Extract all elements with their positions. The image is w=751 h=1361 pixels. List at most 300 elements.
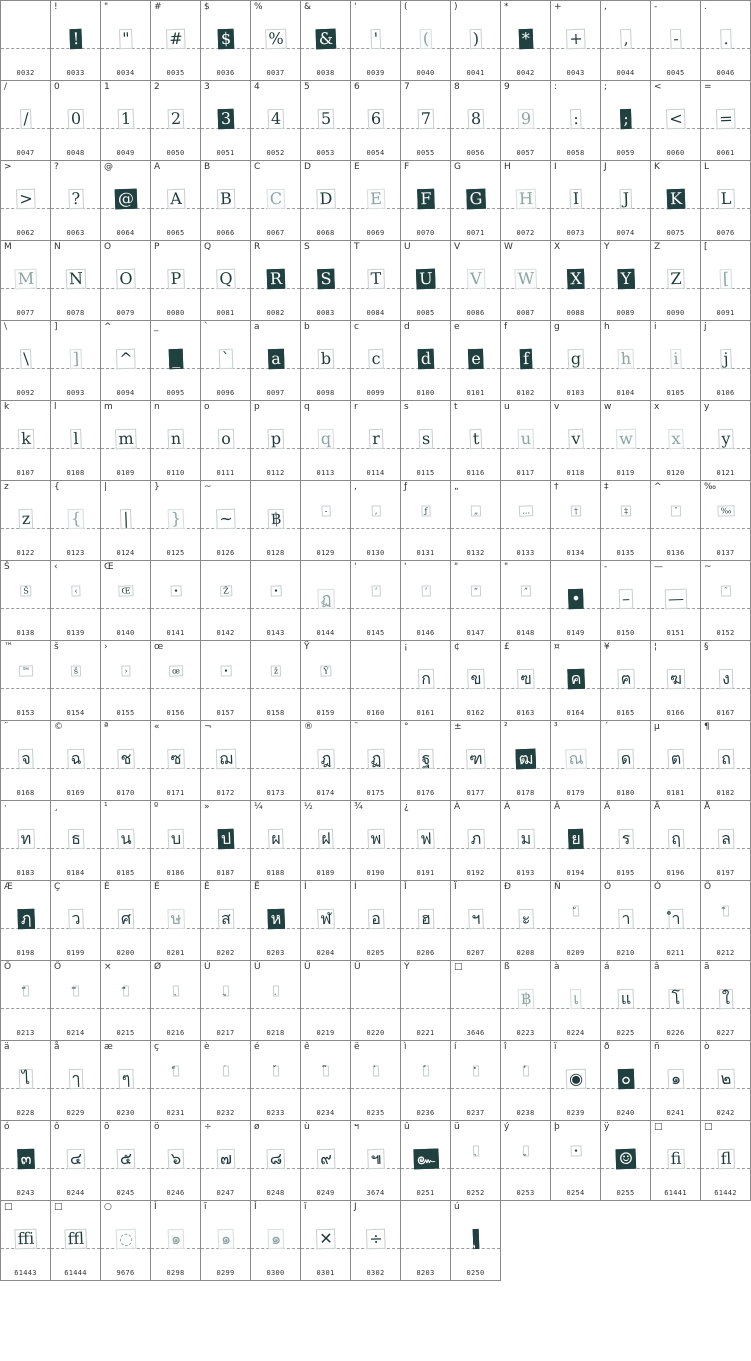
glyph-cell (101, 481, 151, 561)
glyph-cell (601, 481, 651, 561)
glyph-cell (251, 881, 301, 961)
glyph-cell (401, 721, 451, 801)
glyph-sample: i (670, 349, 682, 369)
code-point-label: 0110 (166, 469, 185, 477)
glyph-cell (501, 81, 551, 161)
glyph-cell (651, 561, 701, 641)
code-point-label: 0133 (516, 549, 535, 557)
code-point-label: 0213 (16, 1029, 35, 1037)
glyph-cell (151, 801, 201, 881)
baseline-guide (501, 608, 550, 609)
glyph-sample: Œ (118, 585, 133, 597)
glyph-sample: = (715, 109, 735, 130)
glyph-cell (1, 1041, 51, 1121)
glyph-sample: ฏ (367, 749, 384, 770)
character-label: G (454, 162, 461, 172)
glyph-cell (51, 801, 101, 881)
code-point-label: 0076 (716, 229, 735, 237)
glyph-sample: ฒ (515, 749, 536, 770)
glyph-sample: R (266, 269, 285, 290)
code-point-label: 0106 (716, 389, 735, 397)
glyph-cell (51, 1, 101, 81)
baseline-guide (451, 528, 500, 529)
glyph-cell (201, 401, 251, 481)
glyph-cell (551, 321, 601, 401)
glyph-sample: S (317, 269, 335, 290)
glyph-cell (101, 321, 151, 401)
character-label: Ÿ (304, 642, 310, 652)
glyph-cell (551, 1121, 601, 1201)
code-point-label: 0071 (466, 229, 485, 237)
glyph-sample: ู (522, 1145, 528, 1156)
code-point-label: 0134 (566, 549, 585, 557)
character-label: Á (504, 802, 511, 812)
character-label: è (204, 1042, 210, 1052)
code-point-label: 0135 (616, 549, 635, 557)
glyph-cell (151, 961, 201, 1041)
code-point-label: 0240 (616, 1109, 635, 1117)
glyph-cell (451, 961, 501, 1041)
code-point-label: 0051 (216, 149, 235, 157)
code-point-label: 0190 (366, 869, 385, 877)
glyph-cell (101, 961, 151, 1041)
character-label: ' (404, 562, 407, 572)
glyph-sample: W (514, 269, 537, 290)
code-point-label: 61441 (664, 1189, 687, 1197)
glyph-cell (251, 321, 301, 401)
glyph-cell (1, 481, 51, 561)
character-label: W (504, 242, 513, 252)
character-label: õ (104, 1122, 110, 1132)
code-point-label: 0233 (266, 1109, 285, 1117)
code-point-label: 0170 (116, 789, 135, 797)
glyph-cell (651, 801, 701, 881)
glyph-sample: ) (469, 29, 482, 49)
glyph-cell (451, 161, 501, 241)
glyph-cell (1, 1201, 51, 1281)
glyph-sample: ณ (565, 749, 587, 770)
glyph-cell (251, 481, 301, 561)
glyph-sample: • (570, 1145, 581, 1156)
code-point-label: 0179 (566, 789, 585, 797)
code-point-label: 0083 (316, 309, 335, 317)
glyph-sample: ธ (67, 829, 83, 850)
glyph-sample: L (717, 189, 734, 210)
glyph-sample: • (567, 589, 583, 610)
baseline-guide (401, 1248, 450, 1249)
code-point-label: 0085 (416, 309, 435, 317)
character-label: Ç (54, 882, 61, 892)
code-point-label: 0048 (66, 149, 85, 157)
glyph-cell (451, 81, 501, 161)
glyph-cell (151, 1041, 201, 1121)
character-label: a (254, 322, 260, 332)
character-label: Ñ (554, 882, 561, 892)
glyph-cell (51, 321, 101, 401)
character-label: " (504, 562, 509, 572)
character-label: " (454, 562, 459, 572)
glyph-sample: E (366, 189, 384, 210)
glyph-sample: ฤ (667, 829, 683, 850)
character-label: ¨ (4, 722, 9, 732)
character-label: 1 (104, 82, 110, 92)
glyph-sample: „ (470, 505, 481, 516)
glyph-cell (301, 561, 351, 641)
glyph-cell (601, 321, 651, 401)
glyph-sample: ฏ (317, 589, 334, 610)
glyph-sample: จ (17, 749, 33, 770)
glyph-cell (701, 801, 751, 881)
glyph-cell (101, 81, 151, 161)
code-point-label: 0202 (216, 949, 235, 957)
glyph-cell (1, 881, 51, 961)
glyph-sample: H (515, 189, 536, 210)
glyph-sample: ffl (64, 1229, 87, 1250)
glyph-cell (351, 961, 401, 1041)
glyph-sample: แ (617, 989, 634, 1010)
glyph-cell (601, 881, 651, 961)
glyph-cell (251, 1121, 301, 1201)
glyph-cell (451, 1041, 501, 1121)
glyph-sample: n (167, 429, 184, 450)
glyph-sample: ‰ (717, 505, 734, 517)
glyph-sample: น (117, 829, 135, 850)
code-point-label: 0138 (16, 629, 35, 637)
glyph-cell (601, 161, 651, 241)
character-label: Û (304, 962, 311, 972)
glyph-sample: ` (218, 349, 233, 369)
character-label: å (54, 1042, 60, 1052)
glyph-cell (401, 321, 451, 401)
code-point-label: 0221 (416, 1029, 435, 1037)
character-label: Y (604, 242, 610, 252)
baseline-guide (551, 928, 600, 929)
code-point-label: 0236 (416, 1109, 435, 1117)
baseline-guide (251, 688, 300, 689)
code-point-label: 0165 (616, 709, 635, 717)
baseline-guide (1, 1008, 50, 1009)
code-point-label: 0191 (416, 869, 435, 877)
glyph-cell (151, 1121, 201, 1201)
baseline-guide (1, 48, 50, 49)
glyph-sample: T (367, 269, 384, 290)
glyph-sample: • (220, 665, 231, 676)
character-label: « (154, 722, 160, 732)
glyph-sample: p (267, 429, 284, 450)
code-point-label: 0299 (216, 1269, 235, 1277)
code-point-label: 0205 (366, 949, 385, 957)
character-label: œ (154, 642, 164, 652)
code-point-label: 0118 (566, 469, 585, 477)
glyph-sample: ภ (467, 829, 484, 850)
code-point-label: 0157 (216, 709, 235, 717)
glyph-sample: “ (470, 585, 480, 596)
code-point-label: 0052 (266, 149, 285, 157)
glyph-sample: ํ (472, 1065, 478, 1076)
code-point-label: 0204 (316, 949, 335, 957)
code-point-label: 0156 (166, 709, 185, 717)
code-point-label: 0142 (216, 629, 235, 637)
character-label: Š (4, 562, 10, 572)
glyph-sample: ี (22, 985, 28, 996)
baseline-guide (351, 608, 400, 609)
code-point-label: 0169 (66, 789, 85, 797)
code-point-label: 0077 (16, 309, 35, 317)
glyph-cell (701, 561, 751, 641)
glyph-cell (501, 881, 551, 961)
character-label: ĩ (204, 1202, 207, 1212)
character-label: Ý (404, 962, 410, 972)
glyph-sample: ƒ (421, 505, 430, 516)
baseline-guide (101, 688, 150, 689)
glyph-cell (301, 321, 351, 401)
baseline-guide (51, 1008, 100, 1009)
glyph-cell (201, 1, 251, 81)
code-point-label: 0104 (616, 389, 635, 397)
glyph-sample: ๑ (167, 1229, 184, 1250)
glyph-cell (451, 1, 501, 81)
character-label: Ã (604, 802, 611, 812)
character-label: □ (54, 1202, 63, 1212)
code-point-label: 0114 (366, 469, 385, 477)
glyph-sample: ๎ (522, 1065, 528, 1076)
glyph-cell (251, 241, 301, 321)
baseline-guide (351, 1008, 400, 1009)
glyph-cell (701, 481, 751, 561)
code-point-label: 0189 (316, 869, 335, 877)
glyph-cell (251, 721, 301, 801)
glyph-cell (51, 1201, 101, 1281)
glyph-sample: — (664, 589, 687, 610)
character-label: á (604, 962, 610, 972)
character-label: ù (304, 1122, 310, 1132)
glyph-sample: ย (567, 829, 583, 850)
glyph-sample: ‡ (620, 505, 630, 516)
code-point-label: 0174 (316, 789, 335, 797)
code-point-label: 0225 (616, 1029, 635, 1037)
glyph-sample: ป (217, 829, 234, 850)
glyph-cell (151, 161, 201, 241)
glyph-sample: 8 (467, 109, 484, 130)
glyph-cell (601, 1041, 651, 1121)
glyph-cell (401, 401, 451, 481)
code-point-label: 0150 (616, 629, 635, 637)
glyph-sample: l (70, 429, 82, 449)
baseline-guide (551, 528, 600, 529)
glyph-cell (351, 801, 401, 881)
code-point-label: 0039 (366, 69, 385, 77)
baseline-guide (251, 1008, 300, 1009)
code-point-label: 0194 (566, 869, 585, 877)
glyph-cell (251, 961, 301, 1041)
code-point-label: 0064 (116, 229, 135, 237)
glyph-sample: @ (114, 189, 137, 210)
glyph-cell (101, 161, 151, 241)
character-label: ^ (654, 482, 662, 492)
glyph-sample: Q (216, 269, 236, 290)
glyph-cell (501, 801, 551, 881)
glyph-sample: ฯ (468, 909, 484, 930)
character-label: - (654, 2, 658, 12)
glyph-cell (301, 721, 351, 801)
character-label: b (304, 322, 310, 332)
code-point-label: 0146 (416, 629, 435, 637)
glyph-sample: O (116, 269, 136, 290)
glyph-cell (401, 241, 451, 321)
glyph-sample: v (568, 429, 584, 450)
glyph-sample: ๑ (667, 1069, 684, 1090)
code-point-label: 0113 (316, 469, 335, 477)
code-point-label: 0062 (16, 229, 35, 237)
code-point-label: 3646 (466, 1029, 485, 1037)
glyph-cell (701, 881, 751, 961)
character-label: 4 (254, 82, 260, 92)
glyph-cell (201, 721, 251, 801)
character-label: g (554, 322, 560, 332)
glyph-cell (401, 1121, 451, 1201)
glyph-cell (401, 881, 451, 961)
glyph-cell (351, 721, 401, 801)
glyph-sample: } (167, 509, 184, 530)
glyph-sample: u (517, 429, 534, 450)
character-label: R (254, 242, 261, 252)
glyph-sample: Z (667, 269, 685, 290)
character-label: t (454, 402, 458, 412)
character-label: Ú (254, 962, 261, 972)
glyph-cell (501, 241, 551, 321)
character-label: ê (304, 1042, 310, 1052)
code-point-label: 0063 (66, 229, 85, 237)
code-point-label: 0182 (716, 789, 735, 797)
glyph-sample: ÷ (365, 1229, 385, 1250)
glyph-sample: ‘ (371, 585, 380, 596)
code-point-label: 0043 (566, 69, 585, 77)
code-point-label: 0218 (266, 1029, 285, 1037)
glyph-sample: ส (217, 909, 233, 930)
character-label: > (4, 162, 12, 172)
character-label: ¼ (254, 802, 263, 812)
glyph-sample: ฆ (666, 669, 685, 690)
character-label: Ä (654, 802, 661, 812)
glyph-sample: P (167, 269, 184, 290)
code-point-label: 0223 (516, 1029, 535, 1037)
code-point-label: 0192 (466, 869, 485, 877)
character-label: Ù (204, 962, 211, 972)
character-label: H (504, 162, 511, 172)
glyph-sample: บ (167, 829, 184, 850)
character-label: O (104, 242, 112, 252)
glyph-sample: ฌ (215, 749, 235, 770)
glyph-cell (51, 881, 101, 961)
glyph-sample: ล (717, 829, 734, 850)
glyph-sample: ] (69, 349, 82, 369)
character-label: ½ (304, 802, 313, 812)
glyph-cell (151, 81, 201, 161)
glyph-sample: ผ (267, 829, 283, 850)
glyph-cell (401, 1201, 451, 1281)
character-label: È (104, 882, 110, 892)
glyph-cell (201, 1041, 251, 1121)
code-point-label: 0120 (666, 469, 685, 477)
character-label: Ê (204, 882, 210, 892)
code-point-label: 0300 (266, 1269, 285, 1277)
glyph-cell (651, 961, 701, 1041)
character-label: j (704, 322, 707, 332)
glyph-cell (51, 641, 101, 721)
glyph-sample: k (17, 429, 33, 450)
code-point-label: 0054 (366, 149, 385, 157)
code-point-label: 0046 (716, 69, 735, 77)
glyph-cell (351, 1041, 401, 1121)
glyph-sample: ฬ (317, 909, 335, 930)
character-label: { (54, 482, 60, 492)
glyph-sample: ’ (421, 585, 430, 596)
code-point-label: 0109 (116, 469, 135, 477)
code-point-label: 0201 (166, 949, 185, 957)
character-label: / (4, 82, 8, 92)
character-label: r (354, 402, 358, 412)
glyph-sample: , (371, 505, 380, 516)
glyph-sample: ห (267, 909, 284, 930)
glyph-cell (551, 801, 601, 881)
glyph-cell (251, 1041, 301, 1121)
glyph-sample: ‐ (321, 505, 330, 516)
code-point-label: 0249 (316, 1189, 335, 1197)
code-point-label: 0141 (166, 629, 185, 637)
code-point-label: 0148 (516, 629, 535, 637)
glyph-cell (301, 641, 351, 721)
code-point-label: 0128 (266, 549, 285, 557)
glyph-cell (701, 81, 751, 161)
glyph-sample: ม (517, 829, 534, 850)
code-point-label: 0115 (416, 469, 435, 477)
code-point-label: 0168 (16, 789, 35, 797)
glyph-cell (501, 721, 551, 801)
character-label: Q (204, 242, 212, 252)
code-point-label: 0206 (416, 949, 435, 957)
glyph-sample: ฉ (67, 749, 85, 770)
character-label: Ë (254, 882, 260, 892)
code-point-label: 0050 (166, 149, 185, 157)
code-point-label: 0075 (666, 229, 685, 237)
character-label: $ (204, 2, 210, 12)
code-point-label: 0055 (416, 149, 435, 157)
code-point-label: 0250 (466, 1269, 485, 1277)
character-label: } (154, 482, 160, 492)
baseline-guide (601, 528, 650, 529)
code-point-label: 0082 (266, 309, 285, 317)
character-label: Õ (4, 962, 12, 972)
glyph-cell (351, 481, 401, 561)
character-label: Ô (704, 882, 712, 892)
code-point-label: 0187 (216, 869, 235, 877)
code-point-label: 0209 (566, 949, 585, 957)
code-point-label: 0234 (316, 1109, 335, 1117)
glyph-cell (201, 1201, 251, 1281)
baseline-guide (101, 1008, 150, 1009)
glyph-sample: : (569, 109, 581, 129)
glyph-cell (601, 1121, 651, 1201)
code-point-label: 0224 (566, 1029, 585, 1037)
glyph-cell (1, 801, 51, 881)
glyph-sample: ˜ (720, 585, 730, 596)
character-label: Ì (304, 882, 307, 892)
glyph-sample: fl (717, 1149, 734, 1170)
glyph-cell (201, 881, 251, 961)
glyph-cell (401, 801, 451, 881)
code-point-label: 0214 (66, 1029, 85, 1037)
code-point-label: 0160 (366, 709, 385, 717)
